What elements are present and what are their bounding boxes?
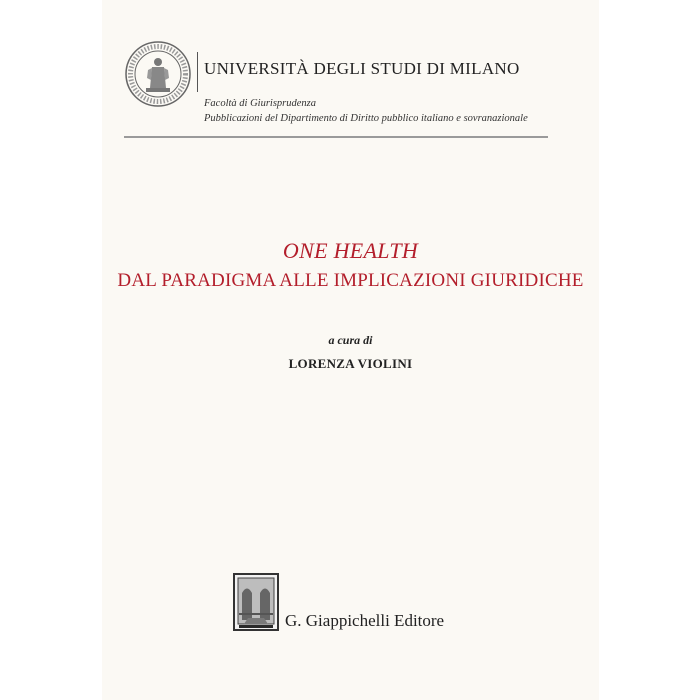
editor-name: LORENZA VIOLINI — [288, 356, 413, 371]
publisher-name: G. Giappichelli Editore — [285, 611, 445, 630]
publisher-logo-icon — [233, 573, 279, 631]
header-rule — [124, 136, 548, 138]
header-divider — [197, 52, 198, 92]
university-seal-icon — [124, 40, 192, 108]
department-series: Pubblicazioni del Dipartimento di Diritto pubblico italiano e sovranazionale — [204, 113, 528, 124]
book-subtitle: DAL PARADIGMA ALLE IMPLICAZIONI GIURIDICHE — [117, 270, 584, 291]
book-title: ONE HEALTH — [282, 238, 419, 263]
university-name: UNIVERSITÀ DEGLI STUDI DI MILANO — [204, 59, 520, 78]
edited-by-label: a cura di — [328, 333, 373, 347]
faculty-name: Facoltà di Giurisprudenza — [204, 98, 316, 109]
